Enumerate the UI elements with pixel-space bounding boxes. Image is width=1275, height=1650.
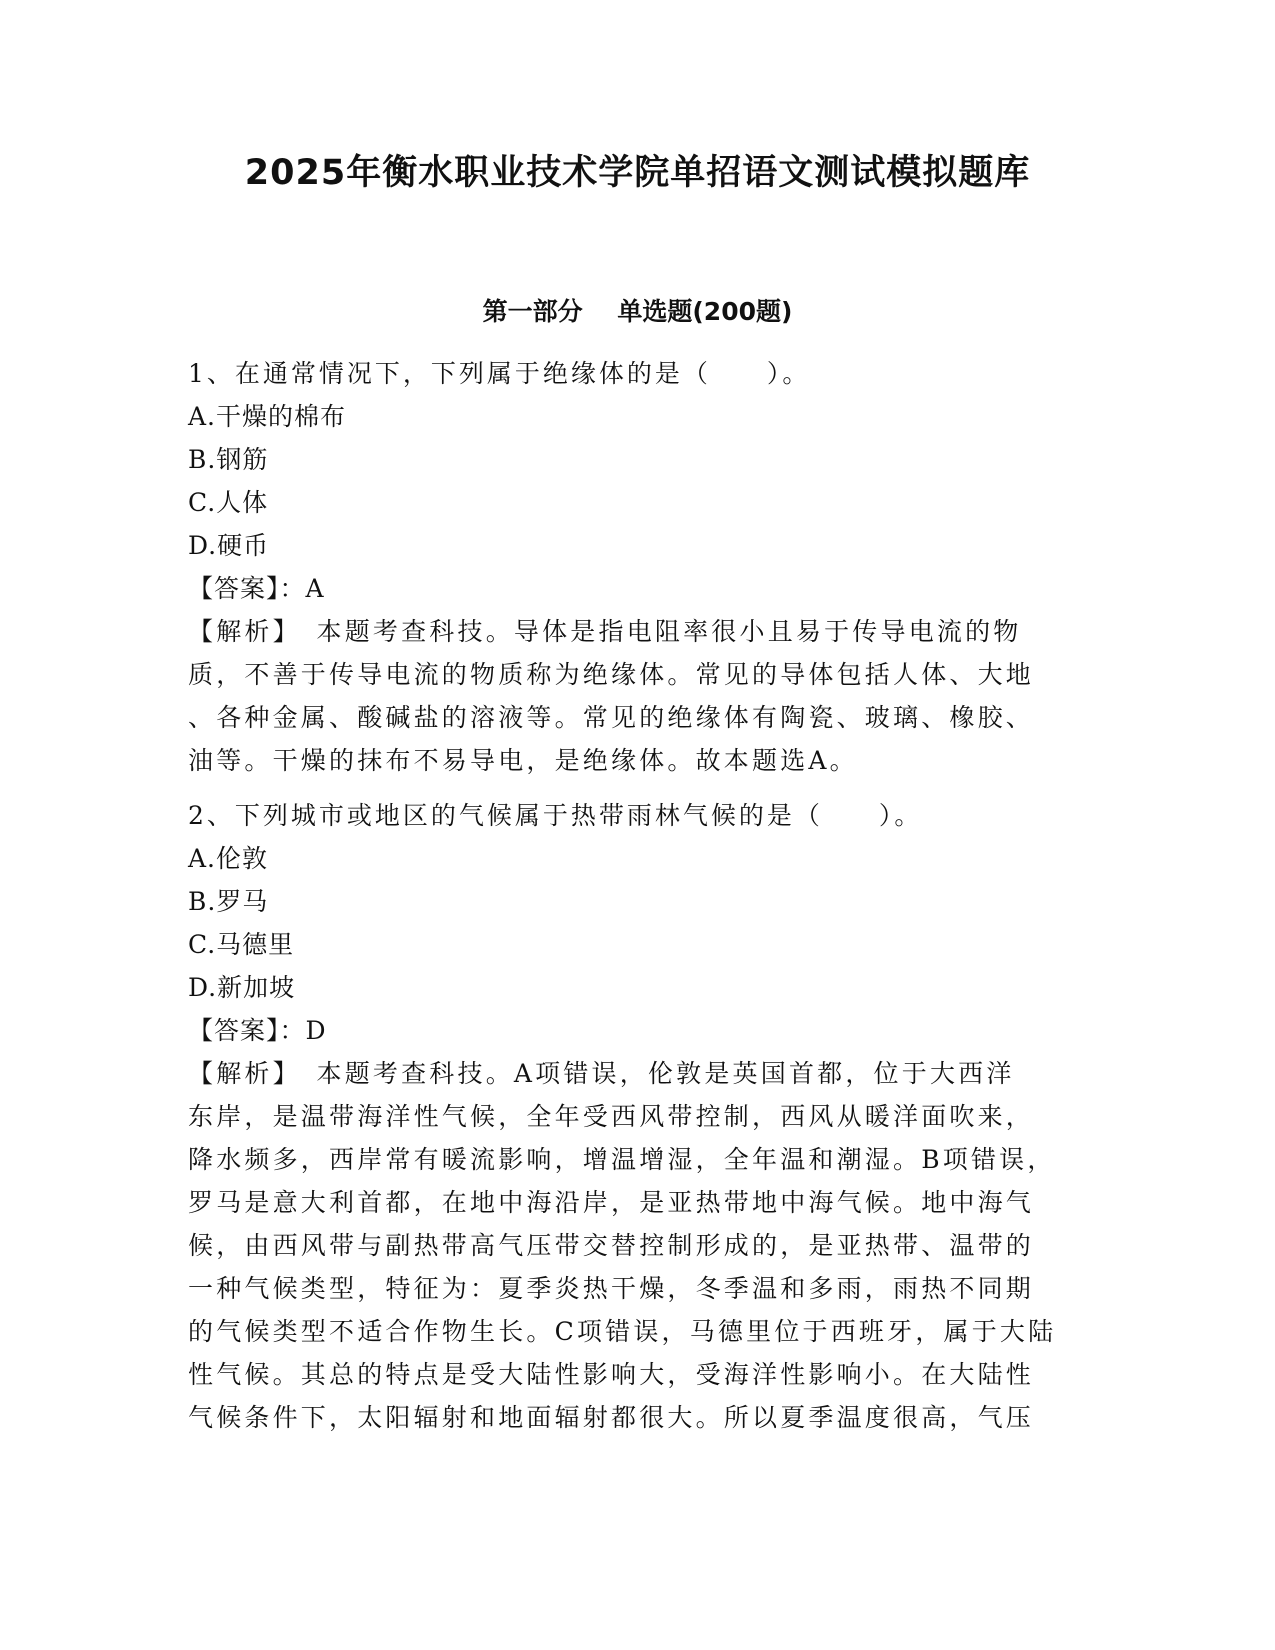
analysis-line: 候，由西风带与副热带高气压带交替控制形成的，是亚热带、温带的 [188,1231,1035,1260]
analysis-line: 质，不善于传导电流的物质称为绝缘体。常见的导体包括人体、大地 [188,660,1035,689]
answer-value: D [305,1016,327,1045]
answer-label: 【答案】： [188,574,306,603]
option-c: C.马德里 [188,930,295,959]
analysis-line: 【解析】 本题考查科技。导体是指电阻率很小且易于传导电流的物 [188,617,1022,646]
question-stem: 2、下列城市或地区的气候属于热带雨林气候的是（ ）。 [188,801,923,830]
answer-label: 【答案】： [188,1016,306,1045]
question-stem: 1、在通常情况下，下列属于绝缘体的是（ ）。 [188,359,811,388]
analysis-block [188,610,1088,782]
option-b: B.钢筋 [188,445,269,474]
option-d: D.新加坡 [188,973,296,1002]
analysis-line: 东岸，是温带海洋性气候，全年受西风带控制，西风从暖洋面吹来， [188,1102,1035,1131]
analysis-line: 油等。干燥的抹布不易导电，是绝缘体。故本题选A。 [188,746,858,775]
option-a: A.干燥的棉布 [188,402,347,431]
analysis-line: 罗马是意大利首都，在地中海沿岸，是亚热带地中海气候。地中海气 [188,1188,1035,1217]
analysis-block [188,1052,1088,1439]
option-b: B.罗马 [188,887,269,916]
question-item [188,794,1088,1439]
analysis-line: 降水频多，西岸常有暖流影响，增温增湿，全年温和潮湿。B项错误， [188,1145,1056,1174]
section-title: 第一部分 单选题(200题) [482,297,793,326]
option-d: D.硬币 [188,531,270,560]
question-list [188,352,1088,1439]
analysis-line: 气候条件下，太阳辐射和地面辐射都很大。所以夏季温度很高，气压 [188,1403,1035,1432]
analysis-line: 【解析】 本题考查科技。A项错误，伦敦是英国首都，位于大西洋 [188,1059,1015,1088]
question-item [188,352,1088,782]
answer-line [188,567,1088,610]
answer-line [188,1009,1088,1052]
option-c: C.人体 [188,488,269,517]
analysis-line: 的气候类型不适合作物生长。C项错误，马德里位于西班牙，属于大陆 [188,1317,1057,1346]
option-a: A.伦敦 [188,844,269,873]
analysis-line: 、各种金属、酸碱盐的溶液等。常见的绝缘体有陶瓷、玻璃、橡胶、 [188,703,1035,732]
answer-value: A [305,574,325,603]
analysis-line: 性气候。其总的特点是受大陆性影响大，受海洋性影响小。在大陆性 [188,1360,1035,1389]
document-title: 2025年衡水职业技术学院单招语文测试模拟题库 [244,153,1031,193]
analysis-line: 一种气候类型，特征为：夏季炎热干燥，冬季温和多雨，雨热不同期 [188,1274,1035,1303]
